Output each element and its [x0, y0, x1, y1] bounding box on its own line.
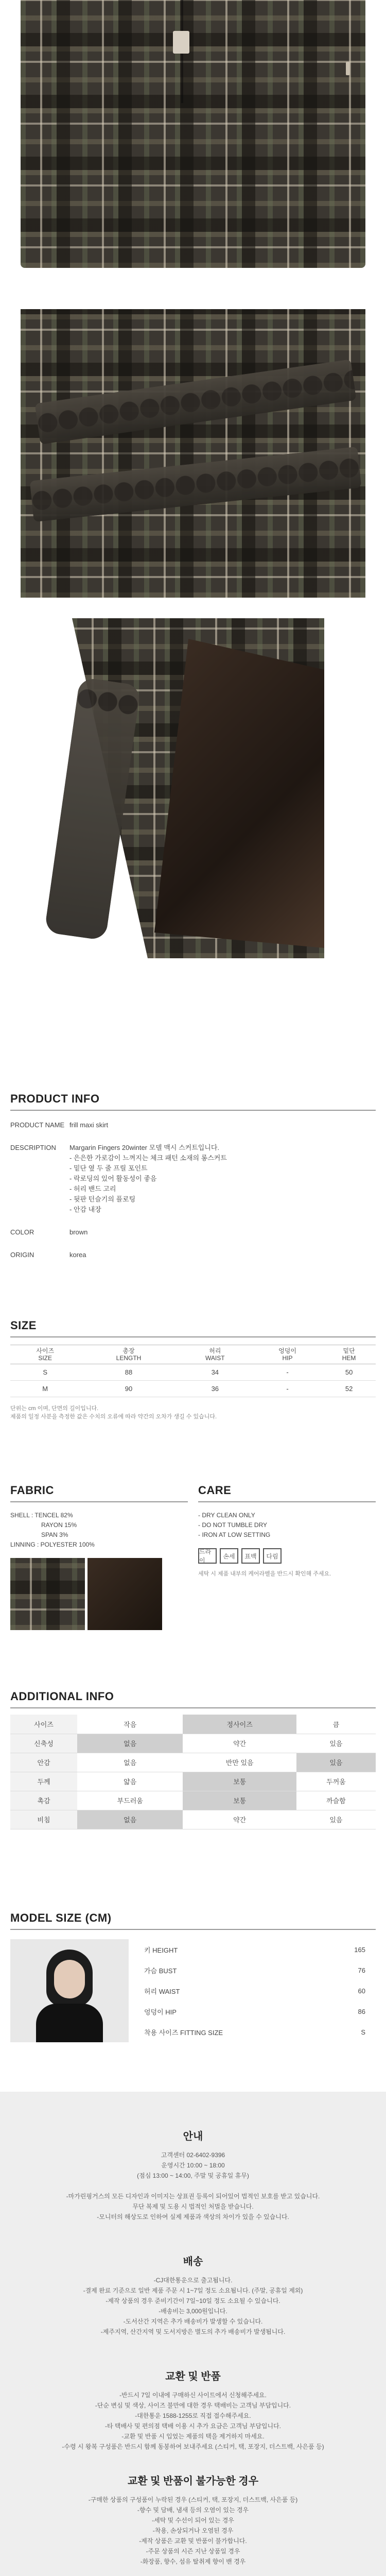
section-title: SIZE — [10, 1319, 37, 1332]
table-row — [144, 1939, 376, 1960]
section-title: PRODUCT INFO — [10, 1092, 100, 1105]
additional-label: 비침 — [10, 1810, 77, 1829]
additional-option-selected: 보통 — [183, 1772, 296, 1791]
model-key: 착용 사이즈 FITTING SIZE — [144, 2028, 223, 2037]
model-face — [54, 1960, 85, 1998]
size-table — [10, 1345, 376, 1397]
size-cell: 90 — [80, 1381, 177, 1397]
info-key: PRODUCT NAME — [10, 1121, 65, 1129]
fabric-line: RAYON 15% — [41, 1521, 77, 1529]
notice-shipping-title: 배송 — [183, 2256, 203, 2267]
care-list — [198, 1511, 376, 1540]
model-photo — [10, 1939, 129, 2042]
divider — [198, 1501, 376, 1502]
additional-option: 있음 — [296, 1734, 376, 1753]
notice-line: -교환 및 반품 시 입었는 제품의 택을 제거하지 마세요. — [121, 2433, 265, 2440]
model-value: 165 — [354, 1945, 365, 1954]
info-row-product-name — [10, 1120, 376, 1130]
notice-line: 고객센터 02-6402-9396 — [161, 2151, 225, 2159]
side-zipper — [346, 62, 350, 75]
additional-option: 반만 있음 — [183, 1753, 296, 1772]
notice-line: -제작 상품의 경우 준비기간이 7일~10일 정도 소요될 수 있습니다. — [106, 2297, 280, 2304]
model-size-table — [144, 1939, 376, 2042]
size-cell: - — [253, 1364, 322, 1381]
size-table-header — [10, 1345, 376, 1364]
additional-option: 부드러움 — [77, 1791, 183, 1810]
notice-guide-title: 안내 — [183, 2131, 203, 2142]
additional-option-selected: 없음 — [77, 1734, 183, 1753]
table-row — [144, 2001, 376, 2022]
notice-line: -모니터의 해상도로 인하여 실제 제품과 색상의 차이가 있을 수 있습니다. — [97, 2213, 289, 2221]
notice-line: -마가린핑거스의 모든 디자인과 이미지는 상표권 등록이 되어있어 법적인 보호를 받고 있습니다. — [66, 2193, 320, 2200]
info-row-description — [10, 1143, 376, 1215]
additional-option: 없음 — [77, 1753, 183, 1772]
care-line: - DO NOT TUMBLE DRY — [198, 1521, 268, 1529]
model-key: 가슴 BUST — [144, 1967, 177, 1975]
size-cell: S — [10, 1364, 80, 1381]
notice-line: -구매한 상품의 구성품이 누락된 경우 (스티커, 택, 포장지, 더스트백, 사은품 등) — [88, 2496, 298, 2503]
fabric-swatch-lining — [87, 1558, 162, 1630]
model-top — [36, 2004, 103, 2042]
table-row — [10, 1734, 376, 1753]
notice-line: -제작 상품은 교환 및 반품이 불가합니다. — [139, 2537, 247, 2545]
model-key: 엉덩이 HIP — [144, 2008, 177, 2016]
notice-line — [0, 2181, 386, 2191]
notice-line: -도서산간 지역은 추가 배송비가 발생할 수 있습니다. — [123, 2318, 263, 2325]
notice-no-exchange-title: 교환 및 반품이 불가능한 경우 — [127, 2476, 259, 2487]
table-row — [10, 1715, 376, 1734]
size-header-cell: 허리 WAIST — [178, 1345, 253, 1364]
info-value: Margarin Fingers 20winter 모델 맥시 스커트입니다. - 은은한 가로감이 느껴지는 체크 패턴 소재의 롱스커트 - 밑단 옆 두 줄 프릴 포인트 - 락로딩의 있어 활동성이 좋음 - 허리 밴드 고리 - 뒷판 턴슬기의 플로팅 - 안감 내장 — [69, 1144, 227, 1213]
care-line: - DRY CLEAN ONLY — [198, 1512, 255, 1519]
product-info-section — [10, 1092, 376, 1260]
section-title: CARE — [198, 1484, 232, 1497]
notice-line: 무단 복제 및 도용 시 법적인 처벌을 받습니다. — [132, 2203, 254, 2210]
fabric-care-section — [10, 1484, 376, 1630]
info-row-color — [10, 1227, 376, 1238]
divider — [10, 1501, 188, 1502]
table-row — [144, 1960, 376, 1980]
additional-option-selected: 정사이즈 — [183, 1715, 296, 1734]
info-key: DESCRIPTION — [10, 1144, 56, 1151]
notice-no-exchange-lines — [0, 2495, 386, 2567]
fabric-list — [10, 1511, 188, 1550]
fabric-swatch-shell — [10, 1558, 85, 1630]
additional-option-selected: 있음 — [296, 1753, 376, 1772]
model-key: 허리 WAIST — [144, 1987, 180, 1995]
model-size-section — [10, 1911, 376, 2042]
dry-clean-icon: 드라이 — [198, 1548, 217, 1564]
notice-shipping-lines — [0, 2275, 386, 2337]
additional-label: 안감 — [10, 1753, 77, 1772]
notice-line: -타 택배사 및 편의점 택배 이용 시 추가 요금은 고객님 부담입니다. — [104, 2422, 282, 2430]
model-value: 60 — [358, 1987, 365, 1995]
notice-line: -착용, 손상되거나 오염된 경우 — [152, 2527, 234, 2534]
product-info-rows — [10, 1120, 376, 1260]
notice-line: -수령 시 왕복 구성품은 반드시 함께 동봉하여 보내주세요 (스티커, 택, 포장지, 더스트백, 사은품 등) — [62, 2443, 324, 2450]
care-column — [198, 1484, 376, 1630]
notice-line: 운영시간 10:00 ~ 18:00 — [161, 2162, 225, 2169]
table-row — [10, 1810, 376, 1829]
additional-info-section — [10, 1690, 376, 1829]
care-icons — [198, 1548, 376, 1564]
notice-guide-lines — [0, 2150, 386, 2222]
size-header-cell: 총장 LENGTH — [80, 1345, 177, 1364]
product-photo-lining — [0, 618, 386, 974]
model-key: 키 HEIGHT — [144, 1946, 178, 1954]
additional-option-selected: 없음 — [77, 1810, 183, 1829]
additional-label: 촉감 — [10, 1791, 77, 1810]
notice-line: -CJ대한통운으로 출고됩니다. — [153, 2277, 233, 2284]
notice-line: -단순 변심 및 색상, 사이즈 불만에 대한 경우 택배비는 고객님 부담입니다. — [95, 2402, 291, 2409]
size-cell: 50 — [322, 1364, 376, 1381]
info-value: korea — [69, 1251, 86, 1259]
additional-option: 작음 — [77, 1715, 183, 1734]
section-title: FABRIC — [10, 1484, 54, 1497]
notice-line: -주문 상품의 시즌 지난 상품일 경우 — [146, 2548, 240, 2555]
table-row — [10, 1753, 376, 1772]
model-value: 76 — [358, 1966, 365, 1974]
size-cell: M — [10, 1381, 80, 1397]
fabric-column — [10, 1484, 188, 1630]
size-cell: 34 — [178, 1364, 253, 1381]
size-section — [10, 1319, 376, 1421]
size-cell: 36 — [178, 1381, 253, 1397]
size-cell: - — [253, 1381, 322, 1397]
notice-line: -세탁 및 수선이 되어 있는 경우 — [152, 2517, 234, 2524]
product-photo-ruffle-hem — [0, 309, 386, 598]
notice-line: -반드시 7일 이내에 구매하신 사이트에서 신청해주세요. — [119, 2392, 267, 2399]
model-value: S — [361, 2028, 365, 2036]
notice-line: -결제 완료 기준으로 일반 제품 주문 시 1~7일 정도 소요됩니다. (주말, 공휴일 제외) — [83, 2287, 303, 2294]
no-bleach-icon: 표백 — [241, 1548, 260, 1564]
product-photo-waist — [0, 0, 386, 289]
fabric-line: SPAN 3% — [41, 1531, 68, 1538]
additional-option: 얇음 — [77, 1772, 183, 1791]
additional-option: 까슬함 — [296, 1791, 376, 1810]
table-row — [10, 1364, 376, 1381]
info-value: frill maxi skirt — [69, 1121, 109, 1129]
hand-wash-icon: 손세 — [220, 1548, 238, 1564]
additional-label: 신축성 — [10, 1734, 77, 1753]
tartan-fabric — [21, 0, 365, 268]
notice-line: (점심 13:00 ~ 14:00, 주말 및 공휴일 휴무) — [137, 2172, 249, 2179]
table-row — [10, 1381, 376, 1397]
info-row-origin — [10, 1250, 376, 1260]
additional-option: 있음 — [296, 1810, 376, 1829]
additional-info-table — [10, 1715, 376, 1829]
table-row — [10, 1791, 376, 1810]
divider — [10, 1110, 376, 1111]
size-header-cell: 사이즈 SIZE — [10, 1345, 80, 1364]
notice-line: -제주지역, 산간지역 및 도서지방은 별도의 추가 배송비가 발생됩니다. — [100, 2328, 286, 2335]
notice-line: -향수 및 담배, 냄새 등의 오염이 있는 경우 — [137, 2506, 249, 2514]
divider — [10, 1707, 376, 1708]
size-cell: 52 — [322, 1381, 376, 1397]
care-line: - IRON AT LOW SETTING — [198, 1531, 271, 1538]
size-note: 제품의 일정 사분을 측정한 값은 수치의 오류에 따라 약간의 오차가 생길 수 있습니다. — [10, 1414, 217, 1420]
care-note: 세탁 시 제품 내부의 케어라벨을 반드시 확인해 주세요. — [198, 1571, 331, 1577]
notice-exchange-lines — [0, 2390, 386, 2452]
divider — [10, 1336, 376, 1337]
belt-loop — [173, 31, 189, 54]
fabric-swatches — [10, 1558, 165, 1630]
notice-exchange-title: 교환 및 반품 — [165, 2371, 221, 2382]
additional-label: 사이즈 — [10, 1715, 77, 1734]
table-row — [144, 2022, 376, 2042]
info-key: ORIGIN — [10, 1251, 34, 1259]
fabric-line: LINNING : POLYESTER 100% — [10, 1541, 95, 1548]
fabric-line: SHELL : TENCEL 82% — [10, 1512, 73, 1519]
notice-section — [0, 2092, 386, 2576]
size-header-cell: 밑단 HEM — [322, 1345, 376, 1364]
additional-option: 약간 — [183, 1810, 296, 1829]
table-row — [144, 1980, 376, 2001]
notice-line: -화장품, 향수, 섬유 탈취제 향이 밴 경우 — [140, 2558, 246, 2565]
size-header-cell: 엉덩이 HIP — [253, 1345, 322, 1364]
divider — [10, 1929, 376, 1930]
table-row — [10, 1772, 376, 1791]
model-value: 86 — [358, 2007, 365, 2015]
size-note: 단위는 cm 이며, 단면의 길이입니다. — [10, 1405, 99, 1412]
section-title: ADDITIONAL INFO — [10, 1690, 114, 1703]
additional-option: 두꺼움 — [296, 1772, 376, 1791]
additional-option: 큼 — [296, 1715, 376, 1734]
info-value: brown — [69, 1228, 88, 1236]
additional-label: 두께 — [10, 1772, 77, 1791]
notice-line: -배송비는 3,000원입니다. — [159, 2308, 227, 2315]
section-title: MODEL SIZE (CM) — [10, 1911, 112, 1924]
notice-line: -대한통운 1588-1255로 직접 접수해주세요. — [135, 2412, 251, 2419]
additional-option: 약간 — [183, 1734, 296, 1753]
info-key: COLOR — [10, 1228, 34, 1236]
size-cell: 88 — [80, 1364, 177, 1381]
iron-icon: 다림 — [263, 1548, 282, 1564]
additional-option-selected: 보통 — [183, 1791, 296, 1810]
